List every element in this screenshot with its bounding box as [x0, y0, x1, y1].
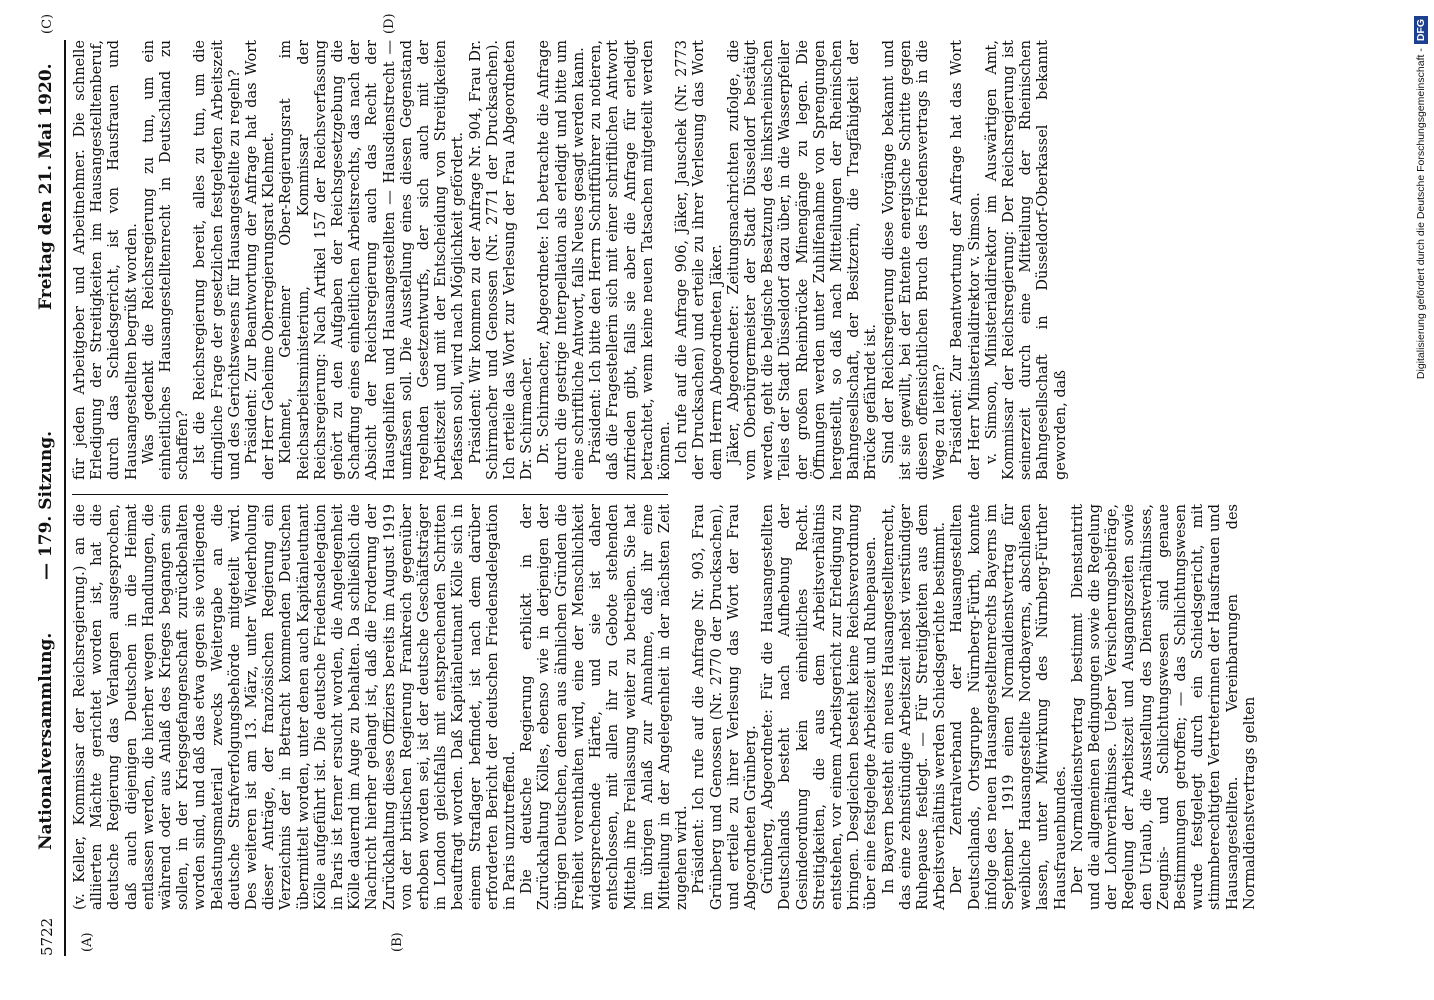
- paragraph: für jeden Arbeitgeber und Arbeitnehmer. Die schnelle Erledigung der Streitigkeiten im Hausangestelltenberuf, durch das Schiedsgericht, ist von Hausfrauen und Hausangestellten begrüßt worden.: [72, 40, 140, 480]
- paragraph: Was gedenkt die Reichsregierung zu tun, um ein einheitliches Hausangestelltenrecht in Deutschland zu schaffen?: [140, 40, 192, 480]
- paragraph: Jäker, Abgeordneter: Zeitungsnachrichten zufolge, die vom Oberbürgermeister der Stadt Düsseldorf bestätigt werden, geht die belgische Besatzung des linksrheinischen Teiles der Stadt Düsseldorf dazu über, in die Wasserpfeiler der großen Rheinbrücke Minengänge zu legen. Die Öffnungen werden unter Zuhilfenahme von Sprengungen hergestellt, so daß nach Mitteilungen der Rheinischen Bahngesellschaft, der Besitzerin, die Tragfähigkeit der Brücke gefährdet ist.: [725, 40, 880, 480]
- right-column: [72, 40, 1069, 480]
- paragraph: Klehmet, Geheimer Ober-Regierungsrat im Reichsarbeitsministerium, Kommissar der Reichsregierung: Nach Artikel 157 der Reichsverfassung gehört zu den Aufgaben der Reichsgesetzgebung die Schaffung eines einheitlichen Arbeitsrechts, das nach der Absicht der Reichsregierung auch das Recht der Hausgehilfen und Hausangestellten — Hausdienstrecht — umfassen soll. Die Ausstellung eines diesen Gegenstand regelnden Gesetzentwurfs, der sich auch mit der Arbeitszeit und mit der Entscheidung von Streitigkeiten befassen soll, wird nach Möglichkeit gefördert.: [278, 40, 467, 480]
- paragraph: Dr. Schirmacher, Abgeordnete: Ich betrachte die Anfrage durch die gestrige Interpellation als erledigt und bitte um eine schriftliche Antwort, falls Neues gesagt werden kann.: [536, 40, 587, 480]
- page-header: [36, 0, 62, 1000]
- paragraph: Präsident: Wir kommen zu der Anfrage Nr. 904, Frau Dr. Schirmacher und Genossen (Nr. 2771 der Drucksachen). Ich erteile das Wort zur Verlesung der Frau Abgeordneten Dr. Schirmacher.: [467, 40, 536, 480]
- paragraph: Präsident: Ich bitte den Herrn Schriftführer zu notieren, daß die Fragestellerin sich mit einer schriftlichen Antwort zufrieden gibt, falls sie aber die Anfrage für erledigt betrachtet, wenn keine neuen Tatsachen mitgeteilt werden können.: [588, 40, 673, 480]
- paragraph: Ist die Reichsregierung bereit, alles zu tun, um die dringliche Frage der gesetzlichen festgelegten Arbeitszeit und des Gerichtswesens für Hausangestellte zu regeln?: [192, 40, 243, 480]
- margin-mark-a: (A): [80, 932, 95, 952]
- dfg-logo: DFG: [1414, 16, 1428, 44]
- paragraph: Ich rufe auf die Anfrage 906, Jäker, Jauschek (Nr. 2773 der Drucksachen) und erteile zu ihrer Verlesung das Wort dem Herrn Abgeordneten Jäker.: [674, 40, 725, 480]
- header-session: — 179. Sitzung.: [36, 430, 56, 580]
- paragraph: Präsident: Zur Beantwortung der Anfrage hat das Wort der Herr Ministerialdirektor v. Simson.: [949, 40, 983, 480]
- paragraph: (v. Keller, Kommissar der Reichsregierung.) an die alliierten Mächte gerichtet worden ist, hat die deutsche Regierung das Verlangen ausgesprochen, daß auch diejenigen Deutschen in die Heimat entlassen werden, die hierher wegen Handlungen, die während oder aus Anlaß des Krieges begangen sein sollen, in der Kriegsgefangenschaft zurückbehalten worden sind, und daß das etwa gegen sie vorliegende Belastungsmaterial zwecks Weitergabe an die deutsche Strafverfolgungsbehörde mitgeteilt wird. Des weiteren ist am 13. März, unter Wiederholung dieser Anträge, der französischen Regierung ein Verzeichnis der in Betracht kommenden Deutschen übermittelt worden, unter denen auch Kapitänleutnant Kölle aufgeführt ist. Die deutsche Friedensdelegation in Paris ist ferner ersucht worden, die Angelegenheit Kölle dauernd im Auge zu behalten. Da schließlich die Nachricht hierher gelangt ist, daß die Forderung der Zurückhaltung dieses Offiziers bereits im August 1919 von der britischen Regierung Frankreich gegenüber erhoben worden sei, ist der deutsche Geschäftsträger in London gleichfalls mit entsprechenden Schritten beauftragt worden. Daß Kapitänleutnant Kölle sich in einem Straflager befindet, ist nach dem darüber erforderten Bericht der deutschen Friedensdelegation in Paris unzutreffend.: [72, 504, 519, 910]
- left-column: [72, 504, 1258, 910]
- paragraph: In Bayern besteht ein neues Hausangestelltenrecht, das eine zehnstündige Arbeitszeit nebst vierstündiger Ruhepause festlegt. — Für Streitigkeiten aus dem Arbeitsverhältnis werden Schiedsgerichte bestimmt.: [880, 504, 949, 910]
- paragraph: Präsident: Zur Beantwortung der Anfrage hat das Wort der Herr Geheime Oberregierungsrat Klehmet.: [244, 40, 278, 480]
- margin-mark-d: (D): [382, 13, 397, 34]
- digitization-credit: [1409, 0, 1433, 1000]
- page-number: 5722: [38, 917, 56, 956]
- header-left-title: Nationalversammlung.: [36, 632, 56, 850]
- header-rule: [64, 40, 66, 956]
- credit-text: Digitalisierung gefördert durch die Deutsche Forschungsgemeinschaft -: [1415, 48, 1427, 380]
- column-divider: [72, 494, 668, 495]
- margin-mark-c: (C): [40, 13, 55, 34]
- paragraph: Präsident: Ich rufe auf die Anfrage Nr. 903, Frau Grünberg und Genossen (Nr. 2770 der Drucksachen), und erteile zu ihrer Verlesung das Wort der Frau Abgeordneten Grünberg.: [691, 504, 759, 910]
- paragraph: v. Simson, Ministerialdirektor im Auswärtigen Amt, Kommissar der Reichsregierung: Der Reichsregierung ist seinerzeit durch eine Mitteilung der Rheinischen Bahngesellschaft in Düsseldorf-Oberkassel bekannt geworden, daß: [983, 40, 1069, 480]
- margin-mark-b: (B): [390, 932, 405, 952]
- paragraph: Grünberg, Abgeordnete: Für die Hausangestellten Deutschlands besteht nach Aufhebung der Gesindeordnung kein einheitliches Recht. Streitigkeiten, die aus dem Arbeitsverhältnis entstehen, vor einem Arbeitsgericht zur Erledigung zu bringen. Desgleichen besteht keine Reichsverordnung über eine festgelegte Arbeitszeit und Ruhepausen.: [760, 504, 880, 910]
- paragraph: Sind der Reichsregierung diese Vorgänge bekannt und ist sie gewillt, bei der Entente energische Schritte gegen diesen offensichtlichen Bruch des Friedensvertrags in die Wege zu leiten?: [880, 40, 949, 480]
- header-date: Freitag den 21. Mai 1920.: [36, 63, 56, 310]
- paragraph: Der Normaldienstvertrag bestimmt Dienstantritt und die allgemeinen Bedingungen sowie die Regelung der Lohnverhältnisse. Ueber Versicherungsbeiträge, Regelung der Arbeitszeit und Ausgangszeiten sowie den Urlaub, die Ausstellung des Dienstverhältnisses, Zeugnis- und Schlichtungswesen sind genaue Bestimmungen getroffen; — das Schlichtungswesen wurde festgelegt durch ein Schiedsgericht, mit stimmberechtigten Vertreterinnen der Hausfrauen und Hausangestellten. Vereinbarungen des Normaldienstvertrags gelten: [1069, 504, 1258, 910]
- paragraph: Der Zentralverband der Hausangestellten Deutschlands, Ortsgruppe Nürnberg-Fürth, konnte infolge des neuen Hausangestelltenrechts Bayerns im September 1919 einen Normaldienstvertrag für weibliche Hausangestellte Nordbayerns, abschließen lassen, unter Mitwirkung des Nürnberg-Fürther Hausfrauenbundes.: [949, 504, 1069, 910]
- paragraph: Die deutsche Regierung erblickt in der Zurückhaltung Kölles, ebenso wie in derjenigen der übrigen Deutschen, denen aus ähnlichen Gründen die Freiheit vorenthalten wird, eine der Menschlichkeit widersprechende Härte, und sie ist daher entschlossen, mit allen ihr zu Gebote stehenden Mitteln ihre Freilassung weiter zu betreiben. Sie hat im übrigen Anlaß zur Annahme, daß ihr eine Mitteilung in der Angelegenheit in der nächsten Zeit zugehen wird.: [519, 504, 691, 910]
